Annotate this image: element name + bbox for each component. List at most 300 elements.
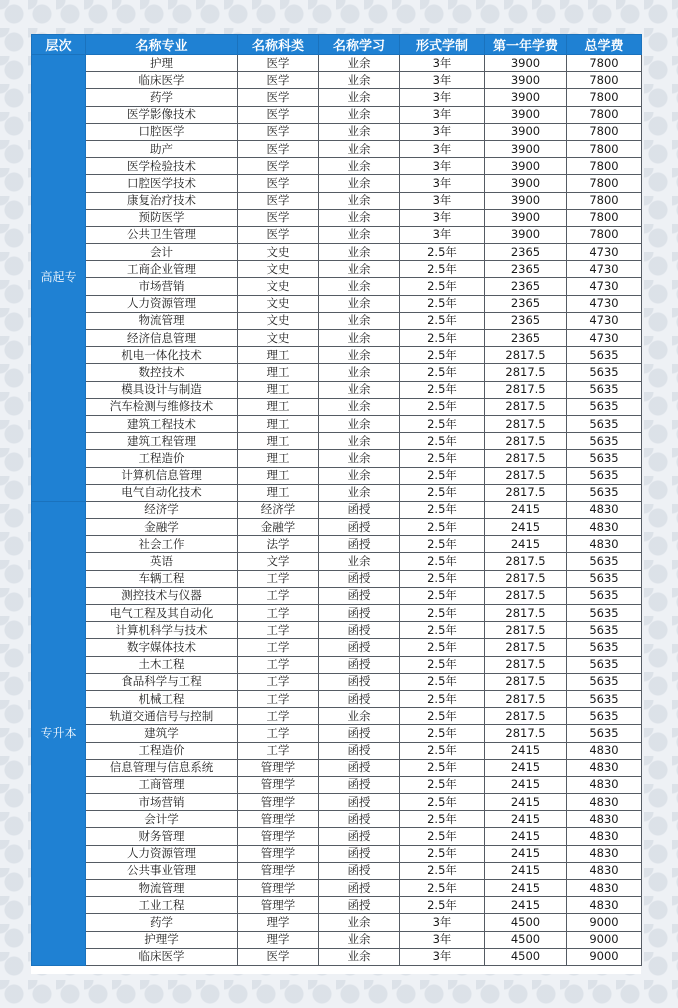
study-mode-cell: 函授: [319, 605, 400, 622]
category-cell: 理工: [238, 347, 319, 364]
category-cell: 医学: [238, 158, 319, 175]
first-year-fee-cell: 2817.5: [485, 587, 567, 604]
category-cell: 文学: [238, 553, 319, 570]
category-cell: 医学: [238, 72, 319, 89]
total-fee-cell: 4830: [567, 828, 642, 845]
first-year-fee-cell: 2415: [485, 845, 567, 862]
first-year-fee-cell: 3900: [485, 140, 567, 157]
table-row: [32, 364, 642, 381]
study-mode-cell: 函授: [319, 845, 400, 862]
first-year-fee-cell: 2365: [485, 295, 567, 312]
total-fee-cell: 4830: [567, 897, 642, 914]
total-fee-cell: 7800: [567, 140, 642, 157]
duration-cell: 3年: [400, 948, 485, 965]
table-row: [32, 862, 642, 879]
major-cell: 电气工程及其自动化: [86, 605, 238, 622]
first-year-fee-cell: 2817.5: [485, 347, 567, 364]
study-mode-cell: 业余: [319, 914, 400, 931]
major-cell: 会计: [86, 244, 238, 261]
category-cell: 管理学: [238, 794, 319, 811]
total-fee-cell: 7800: [567, 55, 642, 72]
first-year-fee-cell: 2817.5: [485, 605, 567, 622]
major-cell: 护理: [86, 55, 238, 72]
duration-cell: 2.5年: [400, 897, 485, 914]
header-study-mode: 名称学习: [319, 35, 400, 55]
first-year-fee-cell: 2415: [485, 742, 567, 759]
duration-cell: 2.5年: [400, 364, 485, 381]
category-cell: 理工: [238, 364, 319, 381]
major-cell: 工程造价: [86, 742, 238, 759]
category-cell: 理工: [238, 467, 319, 484]
table-row: [32, 553, 642, 570]
duration-cell: 2.5年: [400, 467, 485, 484]
category-cell: 文史: [238, 278, 319, 295]
table-row: [32, 192, 642, 209]
total-fee-cell: 5635: [567, 587, 642, 604]
study-mode-cell: 函授: [319, 759, 400, 776]
table-row: [32, 89, 642, 106]
study-mode-cell: 函授: [319, 501, 400, 518]
total-fee-cell: 5635: [567, 398, 642, 415]
first-year-fee-cell: 2817.5: [485, 708, 567, 725]
study-mode-cell: 函授: [319, 862, 400, 879]
category-cell: 管理学: [238, 776, 319, 793]
study-mode-cell: 业余: [319, 364, 400, 381]
total-fee-cell: 4730: [567, 244, 642, 261]
category-cell: 理工: [238, 433, 319, 450]
major-cell: 车辆工程: [86, 570, 238, 587]
first-year-fee-cell: 2817.5: [485, 570, 567, 587]
major-cell: 会计学: [86, 811, 238, 828]
category-cell: 医学: [238, 123, 319, 140]
table-row: [32, 708, 642, 725]
total-fee-cell: 7800: [567, 209, 642, 226]
table-body: [32, 55, 642, 966]
table-row: [32, 123, 642, 140]
total-fee-cell: 4830: [567, 501, 642, 518]
duration-cell: 2.5年: [400, 828, 485, 845]
table-row: [32, 467, 642, 484]
category-cell: 医学: [238, 226, 319, 243]
duration-cell: 3年: [400, 140, 485, 157]
duration-cell: 2.5年: [400, 690, 485, 707]
table-row: [32, 828, 642, 845]
major-cell: 口腔医学: [86, 123, 238, 140]
study-mode-cell: 函授: [319, 794, 400, 811]
table-row: [32, 622, 642, 639]
study-mode-cell: 业余: [319, 381, 400, 398]
study-mode-cell: 业余: [319, 450, 400, 467]
first-year-fee-cell: 4500: [485, 914, 567, 931]
table-row: [32, 433, 642, 450]
major-cell: 机电一体化技术: [86, 347, 238, 364]
study-mode-cell: 函授: [319, 536, 400, 553]
major-cell: 金融学: [86, 519, 238, 536]
first-year-fee-cell: 3900: [485, 209, 567, 226]
first-year-fee-cell: 2415: [485, 828, 567, 845]
category-cell: 工学: [238, 725, 319, 742]
category-cell: 工学: [238, 690, 319, 707]
first-year-fee-cell: 2817.5: [485, 364, 567, 381]
table-row: [32, 415, 642, 432]
total-fee-cell: 7800: [567, 226, 642, 243]
first-year-fee-cell: 3900: [485, 192, 567, 209]
category-cell: 文史: [238, 261, 319, 278]
study-mode-cell: 函授: [319, 519, 400, 536]
total-fee-cell: 7800: [567, 175, 642, 192]
table-row: [32, 570, 642, 587]
table-row: [32, 261, 642, 278]
category-cell: 管理学: [238, 897, 319, 914]
major-cell: 数字媒体技术: [86, 639, 238, 656]
major-cell: 物流管理: [86, 880, 238, 897]
table-row: [32, 501, 642, 518]
total-fee-cell: 4730: [567, 330, 642, 347]
total-fee-cell: 4730: [567, 261, 642, 278]
category-cell: 理工: [238, 398, 319, 415]
duration-cell: 2.5年: [400, 450, 485, 467]
study-mode-cell: 业余: [319, 261, 400, 278]
duration-cell: 2.5年: [400, 759, 485, 776]
category-cell: 文史: [238, 244, 319, 261]
major-cell: 经济信息管理: [86, 330, 238, 347]
table-row: [32, 845, 642, 862]
category-cell: 管理学: [238, 828, 319, 845]
study-mode-cell: 业余: [319, 415, 400, 432]
table-row: [32, 742, 642, 759]
study-mode-cell: 业余: [319, 948, 400, 965]
duration-cell: 3年: [400, 192, 485, 209]
study-mode-cell: 函授: [319, 690, 400, 707]
total-fee-cell: 5635: [567, 622, 642, 639]
category-cell: 医学: [238, 106, 319, 123]
total-fee-cell: 9000: [567, 914, 642, 931]
first-year-fee-cell: 2817.5: [485, 725, 567, 742]
category-cell: 医学: [238, 948, 319, 965]
major-cell: 计算机信息管理: [86, 467, 238, 484]
category-cell: 文史: [238, 312, 319, 329]
table-row: [32, 295, 642, 312]
duration-cell: 2.5年: [400, 398, 485, 415]
major-cell: 财务管理: [86, 828, 238, 845]
first-year-fee-cell: 2415: [485, 897, 567, 914]
major-cell: 机械工程: [86, 690, 238, 707]
major-cell: 护理学: [86, 931, 238, 948]
major-cell: 建筑工程技术: [86, 415, 238, 432]
study-mode-cell: 函授: [319, 828, 400, 845]
category-cell: 医学: [238, 209, 319, 226]
category-cell: 医学: [238, 175, 319, 192]
duration-cell: 2.5年: [400, 295, 485, 312]
duration-cell: 2.5年: [400, 605, 485, 622]
duration-cell: 2.5年: [400, 862, 485, 879]
category-cell: 工学: [238, 570, 319, 587]
category-cell: 管理学: [238, 759, 319, 776]
duration-cell: 2.5年: [400, 656, 485, 673]
study-mode-cell: 函授: [319, 673, 400, 690]
category-cell: 工学: [238, 622, 319, 639]
duration-cell: 2.5年: [400, 776, 485, 793]
table-row: [32, 158, 642, 175]
major-cell: 轨道交通信号与控制: [86, 708, 238, 725]
total-fee-cell: 5635: [567, 433, 642, 450]
major-cell: 土木工程: [86, 656, 238, 673]
total-fee-cell: 5635: [567, 450, 642, 467]
category-cell: 管理学: [238, 845, 319, 862]
first-year-fee-cell: 3900: [485, 158, 567, 175]
major-cell: 英语: [86, 553, 238, 570]
first-year-fee-cell: 2817.5: [485, 553, 567, 570]
total-fee-cell: 5635: [567, 673, 642, 690]
study-mode-cell: 业余: [319, 175, 400, 192]
total-fee-cell: 5635: [567, 415, 642, 432]
duration-cell: 2.5年: [400, 570, 485, 587]
total-fee-cell: 5635: [567, 656, 642, 673]
duration-cell: 2.5年: [400, 501, 485, 518]
first-year-fee-cell: 2415: [485, 501, 567, 518]
total-fee-cell: 9000: [567, 948, 642, 965]
duration-cell: 3年: [400, 175, 485, 192]
first-year-fee-cell: 2365: [485, 261, 567, 278]
study-mode-cell: 业余: [319, 140, 400, 157]
category-cell: 理工: [238, 450, 319, 467]
study-mode-cell: 函授: [319, 639, 400, 656]
first-year-fee-cell: 2415: [485, 811, 567, 828]
category-cell: 理工: [238, 381, 319, 398]
major-cell: 市场营销: [86, 794, 238, 811]
study-mode-cell: 函授: [319, 570, 400, 587]
table-row: [32, 931, 642, 948]
major-cell: 工业工程: [86, 897, 238, 914]
table-row: [32, 55, 642, 72]
study-mode-cell: 业余: [319, 123, 400, 140]
major-cell: 测控技术与仪器: [86, 587, 238, 604]
table-row: [32, 587, 642, 604]
major-cell: 建筑工程管理: [86, 433, 238, 450]
study-mode-cell: 函授: [319, 725, 400, 742]
total-fee-cell: 5635: [567, 347, 642, 364]
major-cell: 药学: [86, 914, 238, 931]
total-fee-cell: 7800: [567, 72, 642, 89]
first-year-fee-cell: 2365: [485, 278, 567, 295]
major-cell: 信息管理与信息系统: [86, 759, 238, 776]
major-cell: 经济学: [86, 501, 238, 518]
table-row: [32, 226, 642, 243]
table-row: [32, 209, 642, 226]
category-cell: 医学: [238, 89, 319, 106]
total-fee-cell: 4830: [567, 794, 642, 811]
study-mode-cell: 业余: [319, 192, 400, 209]
study-mode-cell: 函授: [319, 656, 400, 673]
table-row: [32, 381, 642, 398]
major-cell: 建筑学: [86, 725, 238, 742]
total-fee-cell: 4730: [567, 295, 642, 312]
header-total-fee: 总学费: [567, 35, 642, 55]
study-mode-cell: 业余: [319, 553, 400, 570]
category-cell: 经济学: [238, 501, 319, 518]
tuition-table-sheet: [31, 34, 641, 974]
study-mode-cell: 函授: [319, 587, 400, 604]
first-year-fee-cell: 2365: [485, 312, 567, 329]
table-row: [32, 897, 642, 914]
category-cell: 工学: [238, 639, 319, 656]
major-cell: 物流管理: [86, 312, 238, 329]
duration-cell: 3年: [400, 158, 485, 175]
first-year-fee-cell: 2415: [485, 794, 567, 811]
category-cell: 文史: [238, 295, 319, 312]
duration-cell: 3年: [400, 72, 485, 89]
major-cell: 数控技术: [86, 364, 238, 381]
category-cell: 金融学: [238, 519, 319, 536]
duration-cell: 3年: [400, 931, 485, 948]
total-fee-cell: 4830: [567, 536, 642, 553]
duration-cell: 3年: [400, 209, 485, 226]
major-cell: 公共事业管理: [86, 862, 238, 879]
first-year-fee-cell: 2817.5: [485, 433, 567, 450]
total-fee-cell: 4730: [567, 278, 642, 295]
first-year-fee-cell: 3900: [485, 226, 567, 243]
major-cell: 工商企业管理: [86, 261, 238, 278]
category-cell: 工学: [238, 605, 319, 622]
study-mode-cell: 函授: [319, 880, 400, 897]
header-category: 名称科类: [238, 35, 319, 55]
major-cell: 医学影像技术: [86, 106, 238, 123]
major-cell: 模具设计与制造: [86, 381, 238, 398]
total-fee-cell: 5635: [567, 725, 642, 742]
table-row: [32, 484, 642, 501]
first-year-fee-cell: 3900: [485, 175, 567, 192]
duration-cell: 2.5年: [400, 312, 485, 329]
total-fee-cell: 7800: [567, 106, 642, 123]
duration-cell: 2.5年: [400, 553, 485, 570]
total-fee-cell: 5635: [567, 639, 642, 656]
category-cell: 管理学: [238, 811, 319, 828]
total-fee-cell: 9000: [567, 931, 642, 948]
total-fee-cell: 5635: [567, 484, 642, 501]
first-year-fee-cell: 2817.5: [485, 381, 567, 398]
table-row: [32, 450, 642, 467]
category-cell: 工学: [238, 742, 319, 759]
study-mode-cell: 业余: [319, 347, 400, 364]
duration-cell: 2.5年: [400, 811, 485, 828]
first-year-fee-cell: 3900: [485, 89, 567, 106]
table-row: [32, 106, 642, 123]
total-fee-cell: 5635: [567, 364, 642, 381]
major-cell: 人力资源管理: [86, 845, 238, 862]
first-year-fee-cell: 2817.5: [485, 656, 567, 673]
duration-cell: 3年: [400, 106, 485, 123]
first-year-fee-cell: 2817.5: [485, 673, 567, 690]
study-mode-cell: 业余: [319, 55, 400, 72]
major-cell: 助产: [86, 140, 238, 157]
major-cell: 汽车检测与维修技术: [86, 398, 238, 415]
first-year-fee-cell: 2365: [485, 244, 567, 261]
total-fee-cell: 5635: [567, 381, 642, 398]
study-mode-cell: 函授: [319, 897, 400, 914]
first-year-fee-cell: 3900: [485, 55, 567, 72]
duration-cell: 3年: [400, 914, 485, 931]
table-row: [32, 330, 642, 347]
total-fee-cell: 5635: [567, 570, 642, 587]
duration-cell: 2.5年: [400, 725, 485, 742]
major-cell: 康复治疗技术: [86, 192, 238, 209]
total-fee-cell: 4830: [567, 776, 642, 793]
duration-cell: 2.5年: [400, 330, 485, 347]
level-cell: 高起专: [32, 55, 86, 502]
table-row: [32, 605, 642, 622]
category-cell: 医学: [238, 55, 319, 72]
duration-cell: 2.5年: [400, 536, 485, 553]
first-year-fee-cell: 2415: [485, 519, 567, 536]
total-fee-cell: 5635: [567, 467, 642, 484]
duration-cell: 2.5年: [400, 433, 485, 450]
category-cell: 医学: [238, 140, 319, 157]
first-year-fee-cell: 2415: [485, 776, 567, 793]
table-row: [32, 776, 642, 793]
category-cell: 工学: [238, 656, 319, 673]
first-year-fee-cell: 2415: [485, 880, 567, 897]
category-cell: 工学: [238, 673, 319, 690]
duration-cell: 2.5年: [400, 880, 485, 897]
level-cell: 专升本: [32, 501, 86, 965]
table-row: [32, 72, 642, 89]
category-cell: 工学: [238, 708, 319, 725]
first-year-fee-cell: 3900: [485, 123, 567, 140]
study-mode-cell: 业余: [319, 330, 400, 347]
table-row: [32, 175, 642, 192]
first-year-fee-cell: 2817.5: [485, 622, 567, 639]
duration-cell: 2.5年: [400, 742, 485, 759]
duration-cell: 2.5年: [400, 794, 485, 811]
first-year-fee-cell: 2817.5: [485, 484, 567, 501]
table-row: [32, 656, 642, 673]
table-row: [32, 673, 642, 690]
first-year-fee-cell: 2415: [485, 759, 567, 776]
duration-cell: 2.5年: [400, 587, 485, 604]
duration-cell: 2.5年: [400, 244, 485, 261]
study-mode-cell: 业余: [319, 931, 400, 948]
study-mode-cell: 业余: [319, 467, 400, 484]
first-year-fee-cell: 2415: [485, 536, 567, 553]
study-mode-cell: 业余: [319, 158, 400, 175]
duration-cell: 2.5年: [400, 622, 485, 639]
study-mode-cell: 业余: [319, 226, 400, 243]
major-cell: 人力资源管理: [86, 295, 238, 312]
table-row: [32, 880, 642, 897]
table-row: [32, 914, 642, 931]
duration-cell: 2.5年: [400, 278, 485, 295]
duration-cell: 2.5年: [400, 484, 485, 501]
header-major: 名称专业: [86, 35, 238, 55]
category-cell: 理学: [238, 914, 319, 931]
major-cell: 社会工作: [86, 536, 238, 553]
major-cell: 药学: [86, 89, 238, 106]
category-cell: 管理学: [238, 880, 319, 897]
duration-cell: 3年: [400, 89, 485, 106]
table-row: [32, 398, 642, 415]
duration-cell: 3年: [400, 226, 485, 243]
total-fee-cell: 7800: [567, 123, 642, 140]
duration-cell: 2.5年: [400, 381, 485, 398]
major-cell: 口腔医学技术: [86, 175, 238, 192]
duration-cell: 3年: [400, 55, 485, 72]
major-cell: 电气自动化技术: [86, 484, 238, 501]
duration-cell: 2.5年: [400, 415, 485, 432]
major-cell: 公共卫生管理: [86, 226, 238, 243]
total-fee-cell: 5635: [567, 690, 642, 707]
total-fee-cell: 4830: [567, 519, 642, 536]
total-fee-cell: 5635: [567, 605, 642, 622]
